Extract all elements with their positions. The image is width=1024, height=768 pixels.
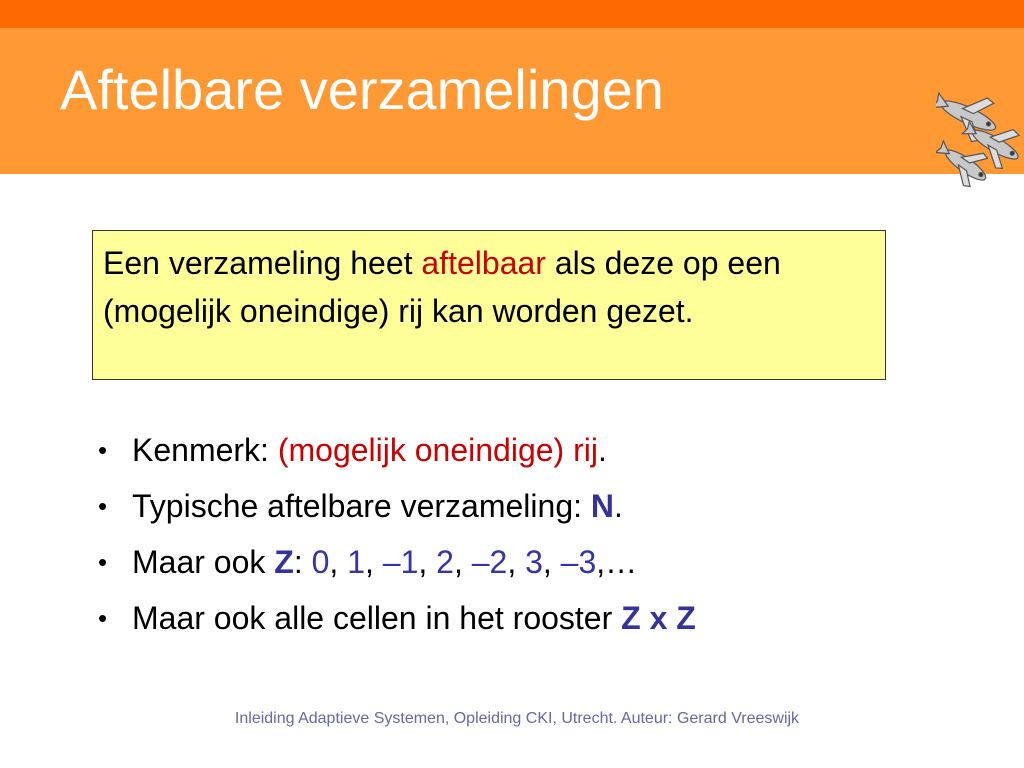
bullet-glyph: •	[98, 547, 108, 577]
bullet-list	[98, 424, 696, 648]
sequence-item: –3	[560, 544, 597, 580]
top-accent-stripe	[0, 0, 1024, 28]
flying-fish-icon	[936, 72, 1024, 204]
sequence-item: 0	[311, 544, 330, 580]
definition-highlight: aftelbaar	[421, 245, 546, 281]
definition-text-start: Een verzameling heet	[103, 245, 422, 281]
sequence-separator: ,	[542, 544, 561, 580]
bullet-text: Kenmerk:	[132, 432, 278, 468]
bullet-glyph: •	[98, 491, 108, 521]
sequence-separator: ,	[329, 544, 348, 580]
bullet-highlight: (mogelijk oneindige) rij	[277, 432, 598, 468]
bullet-text: Typische aftelbare verzameling:	[132, 488, 591, 524]
sequence-item: 3	[525, 544, 543, 580]
sequence-separator: ,	[418, 544, 437, 580]
sequence-separator: ,	[507, 544, 526, 580]
bullet-item-kenmerk	[98, 424, 696, 480]
sequence-item: –1	[382, 544, 419, 580]
bullet-colon: :	[293, 544, 312, 580]
set-symbol-zxz: Z x Z	[621, 600, 696, 636]
sequence-item: –2	[471, 544, 508, 580]
set-symbol-n: N	[590, 488, 614, 524]
sequence-separator: ,	[364, 544, 383, 580]
bullet-item-typical-set	[98, 480, 696, 536]
slide-footer: Inleiding Adaptieve Systemen, Opleiding CKI, Utrecht. Auteur: Gerard Vreeswijk	[234, 710, 800, 727]
bullet-text: Maar ook alle cellen in het rooster	[132, 600, 622, 636]
definition-box	[92, 230, 886, 380]
sequence-ellipsis: ,…	[596, 544, 638, 580]
bullet-item-integers	[98, 536, 696, 592]
bullet-item-grid	[98, 592, 696, 648]
sequence-item: 2	[436, 544, 454, 580]
bullet-suffix: .	[614, 488, 623, 524]
sequence-item: 1	[347, 544, 365, 580]
bullet-suffix: .	[597, 432, 607, 468]
bullet-glyph: •	[98, 435, 108, 465]
bullet-glyph: •	[98, 603, 108, 633]
set-symbol-z: Z	[274, 544, 294, 580]
slide-title: Aftelbare verzamelingen	[60, 58, 664, 121]
bullet-text: Maar ook	[132, 544, 275, 580]
definition-text-end: als deze op een (mogelijk oneindige) rij kan worden gezet.	[103, 245, 781, 329]
sequence-separator: ,	[453, 544, 472, 580]
